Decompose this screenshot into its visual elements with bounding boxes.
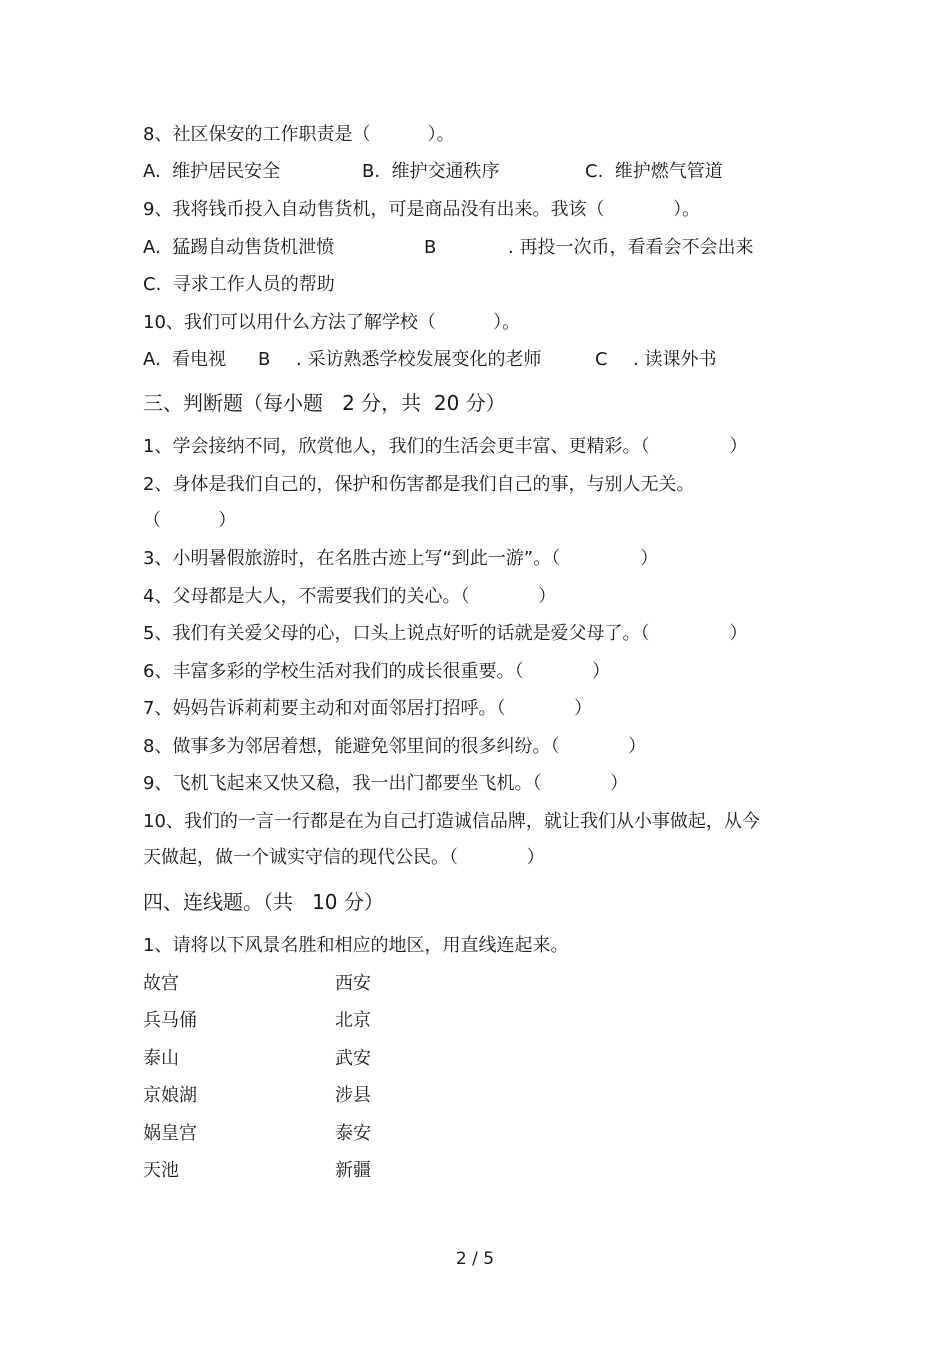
match-right-item: 西安 [335, 973, 371, 994]
mc-q10: 10、我们可以用什么方法了解学校（ ）。 [143, 312, 521, 333]
match-left-item: 娲皇宫 [143, 1123, 197, 1144]
match-left-item: 天池 [143, 1160, 179, 1181]
match-right-item: 泰安 [335, 1123, 371, 1144]
judge-q5: 5、我们有关爱父母的心，口头上说点好听的话就是爱父母了。（ ） [143, 623, 748, 644]
mc-q9-option-b-letter: B [424, 237, 437, 258]
mc-q10-option-b-letter: B [258, 349, 271, 370]
judge-q1: 1、学会接纳不同，欣赏他人，我们的生活会更丰富、更精彩。（ ） [143, 436, 748, 457]
match-left-item: 故宫 [143, 973, 179, 994]
mc-q8: 8、社区保安的工作职责是（ ）。 [143, 124, 455, 145]
mc-q10-option-c-letter: C [595, 349, 608, 370]
mc-q9-option-b-text: . 再投一次币，看看会不会出来 [508, 237, 754, 258]
mc-q10-option-b-text: . 采访熟悉学校发展变化的老师 [296, 349, 542, 370]
judge-q10-line2: 天做起，做一个诚实守信的现代公民。（ ） [143, 847, 545, 868]
match-left-item: 兵马俑 [143, 1010, 197, 1031]
mc-q8-option-c: C. 维护燃气管道 [585, 161, 723, 182]
mc-q9: 9、我将钱币投入自动售货机，可是商品没有出来。我该（ ）。 [143, 199, 701, 220]
judge-q4: 4、父母都是大人，不需要我们的关心。（ ） [143, 586, 557, 607]
judge-q10-line1: 10、我们的一言一行都是在为自己打造诚信品牌，就让我们从小事做起，从今 [143, 811, 760, 832]
judge-q6: 6、丰富多彩的学校生活对我们的成长很重要。（ ） [143, 661, 611, 682]
mc-q10-option-a: A. 看电视 [143, 349, 227, 370]
match-q1: 1、请将以下风景名胜和相应的地区，用直线连起来。 [143, 935, 569, 956]
mc-q9-option-c: C. 寻求工作人员的帮助 [143, 274, 335, 295]
match-left-item: 京娘湖 [143, 1085, 197, 1106]
judge-q2-answer-blank: （ ） [143, 510, 237, 531]
mc-q8-option-b: B. 维护交通秩序 [362, 161, 500, 182]
match-right-item: 北京 [335, 1010, 371, 1031]
judge-q7: 7、妈妈告诉莉莉要主动和对面邻居打招呼。（ ） [143, 698, 593, 719]
judge-q3: 3、小明暑假旅游时，在名胜古迹上写“到此一游”。（ ） [143, 548, 659, 569]
match-left-item: 泰山 [143, 1048, 179, 1069]
judge-q2: 2、身体是我们自己的，保护和伤害都是我们自己的事，与别人无关。 [143, 474, 695, 495]
judge-q9: 9、飞机飞起来又快又稳，我一出门都要坐飞机。（ ） [143, 773, 629, 794]
judge-section-heading: 三、判断题（每小题 2 分，共 20 分） [143, 391, 506, 415]
mc-q10-option-c-text: . 读课外书 [633, 349, 717, 370]
match-right-item: 武安 [335, 1048, 371, 1069]
judge-q8: 8、做事多为邻居着想，能避免邻里间的很多纠纷。（ ） [143, 736, 647, 757]
mc-q8-option-a: A. 维护居民安全 [143, 161, 281, 182]
match-section-heading: 四、连线题。（共 10 分） [143, 890, 384, 914]
mc-q9-option-a: A. 猛踢自动售货机泄愤 [143, 237, 335, 258]
match-right-item: 新疆 [335, 1160, 371, 1181]
page-number: 2 / 5 [455, 1249, 495, 1269]
match-right-item: 涉县 [335, 1085, 371, 1106]
